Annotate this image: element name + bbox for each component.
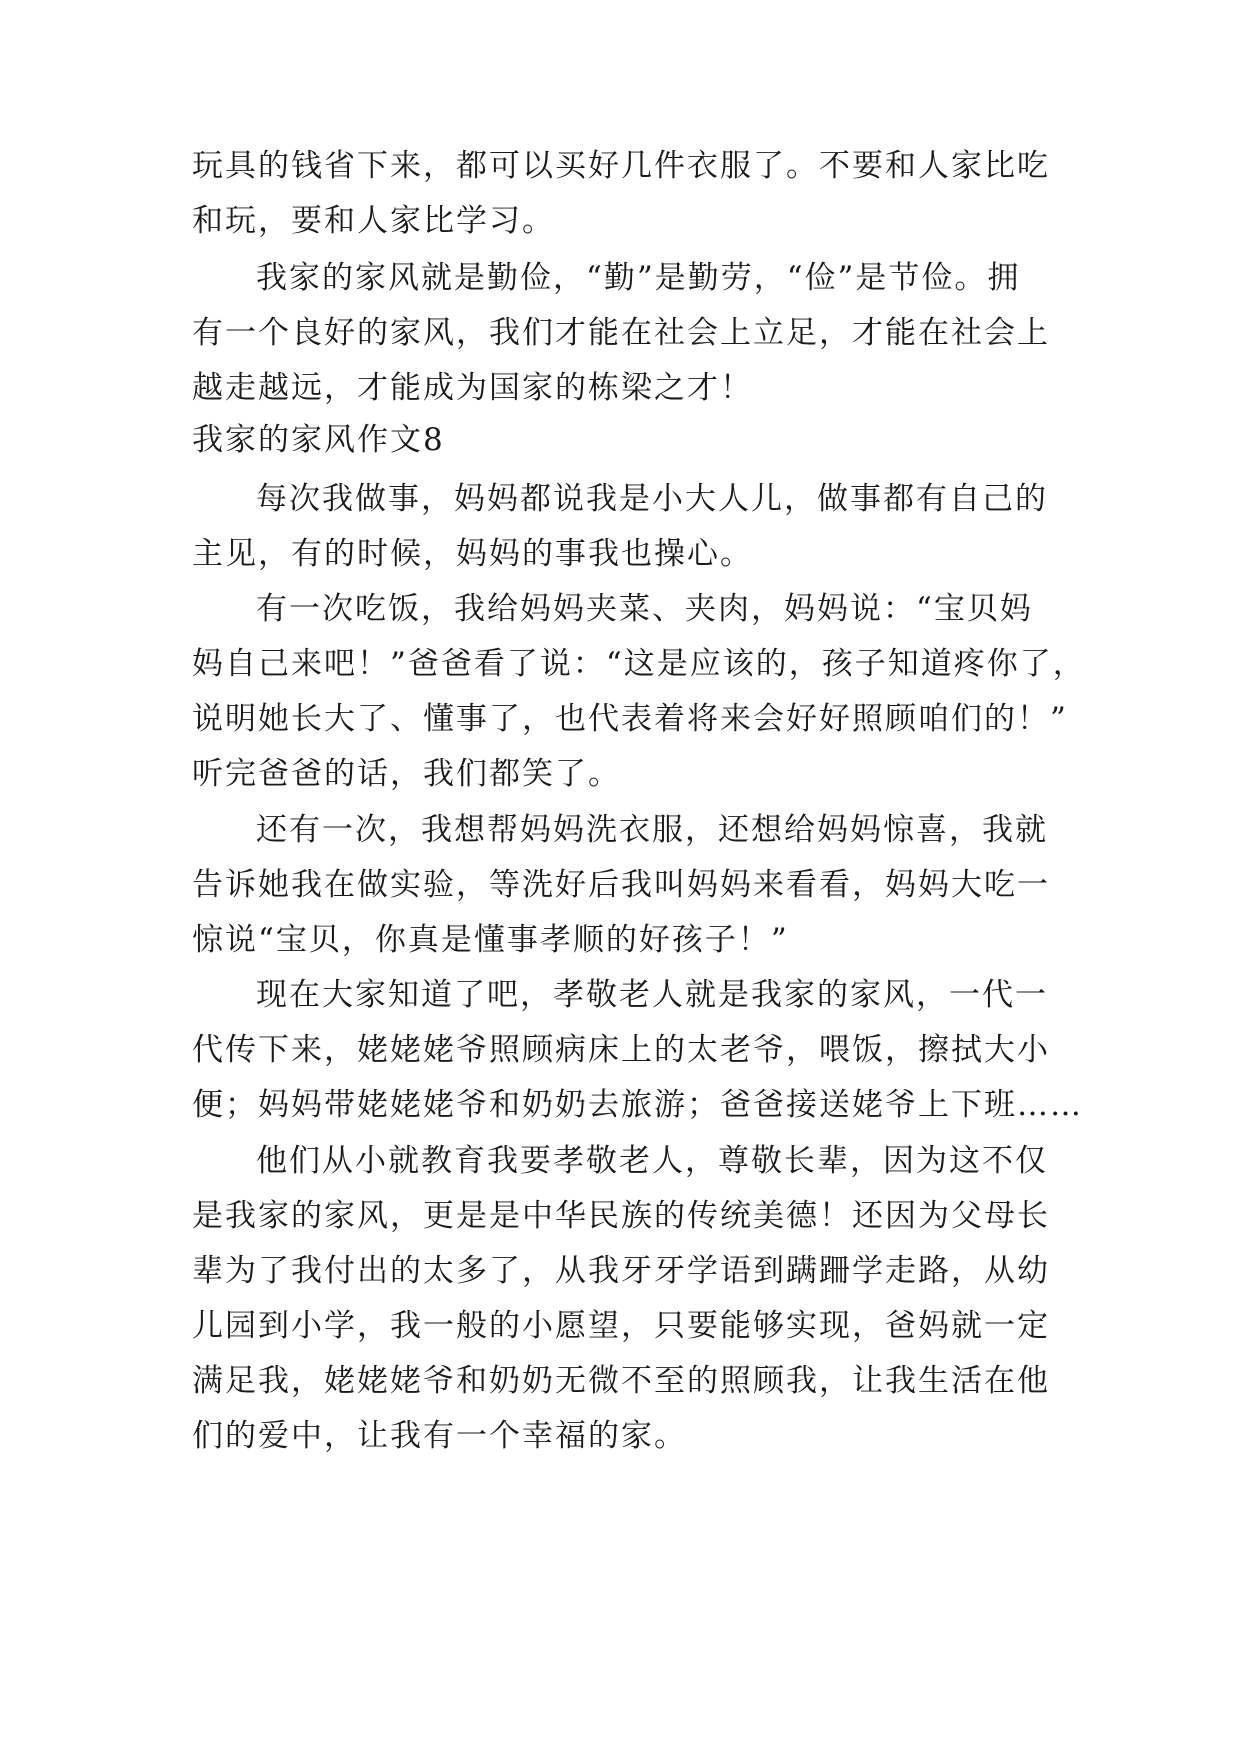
text-line: 玩具的钱省下来，都可以买好几件衣服了。不要和人家比吃 <box>192 148 1050 184</box>
text-line: 越走越远，才能成为国家的栋梁之才！ <box>192 370 753 406</box>
text-line: 满足我，姥姥姥爷和奶奶无微不至的照顾我，让我生活在他 <box>192 1363 1050 1399</box>
text-line: 是我家的家风，更是是中华民族的传统美德！还因为父母长 <box>192 1198 1050 1234</box>
text-line: 代传下来，姥姥姥爷照顾病床上的太老爷，喂饭，擦拭大小 <box>192 1032 1050 1068</box>
text-line: 惊说“宝贝，你真是懂事孝顺的好孩子！” <box>192 922 789 958</box>
text-line: 们的爱中，让我有一个幸福的家。 <box>192 1418 687 1454</box>
paragraph-start-line: 有一次吃饭，我给妈妈夹菜、夹肉，妈妈说：“宝贝妈 <box>256 591 1033 627</box>
paragraph-start-line: 每次我做事，妈妈都说我是小大人儿，做事都有自己的 <box>256 481 1048 517</box>
text-line: 和玩，要和人家比学习。 <box>192 203 555 239</box>
text-line: 主见，有的时候，妈妈的事我也操心。 <box>192 536 753 572</box>
text-line: 妈自己来吧！”爸爸看了说：“这是应该的，孩子知道疼你了， <box>192 646 1086 682</box>
paragraph-start-line: 现在大家知道了吧，孝敬老人就是我家的家风，一代一 <box>256 977 1048 1013</box>
text-line: 说明她长大了、懂事了，也代表着将来会好好照顾咱们的！” <box>192 701 1068 737</box>
text-line: 儿园到小学，我一般的小愿望，只要能够实现，爸妈就一定 <box>192 1308 1050 1344</box>
text-line: 便；妈妈带姥姥姥爷和奶奶去旅游；爸爸接送姥爷上下班…… <box>192 1087 1083 1123</box>
section-heading: 我家的家风作文8 <box>192 422 445 458</box>
text-line: 有一个良好的家风，我们才能在社会上立足，才能在社会上 <box>192 315 1050 351</box>
text-line: 辈为了我付出的太多了，从我牙牙学语到蹒跚学走路，从幼 <box>192 1253 1050 1289</box>
paragraph-start-line: 我家的家风就是勤俭，“勤”是勤劳，“俭”是节俭。拥 <box>256 260 1021 296</box>
paragraph-start-line: 还有一次，我想帮妈妈洗衣服，还想给妈妈惊喜，我就 <box>256 812 1048 848</box>
paragraph-start-line: 他们从小就教育我要孝敬老人，尊敬长辈，因为这不仅 <box>256 1143 1048 1179</box>
text-line: 告诉她我在做实验，等洗好后我叫妈妈来看看，妈妈大吃一 <box>192 867 1050 903</box>
text-line: 听完爸爸的话，我们都笑了。 <box>192 756 621 792</box>
